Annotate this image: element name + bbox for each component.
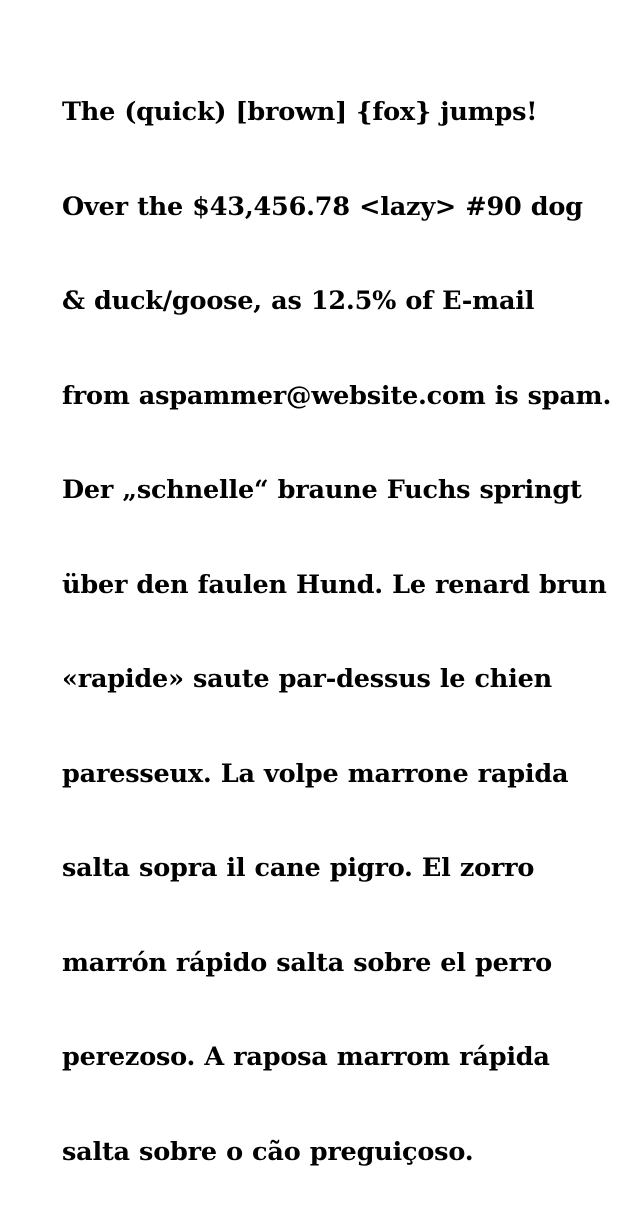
specimen-line: marrón rápido salta sobre el perro xyxy=(62,947,552,978)
font-specimen-text xyxy=(62,34,610,1231)
specimen-line: paresseux. La volpe marrone rapida xyxy=(62,758,569,789)
specimen-line: über den faulen Hund. Le renard brun xyxy=(62,569,607,600)
specimen-line: The (quick) [brown] {fox} jumps! xyxy=(62,97,538,127)
specimen-line: Der „schnelle“ braune Fuchs springt xyxy=(62,475,582,505)
specimen-line: Over the $43,456.78 <lazy> #90 dog xyxy=(62,191,583,222)
specimen-line: salta sobre o cão preguiçoso. xyxy=(62,1136,474,1167)
specimen-line: «rapide» saute par-dessus le chien xyxy=(62,664,552,694)
specimen-line: perezoso. A raposa marrom rápida xyxy=(62,1042,550,1072)
specimen-line: from aspammer@website.com is spam. xyxy=(62,380,612,411)
specimen-line: salta sopra il cane pigro. El zorro xyxy=(62,853,535,883)
specimen-line: & duck/goose, as 12.5% of E-mail xyxy=(62,286,535,316)
